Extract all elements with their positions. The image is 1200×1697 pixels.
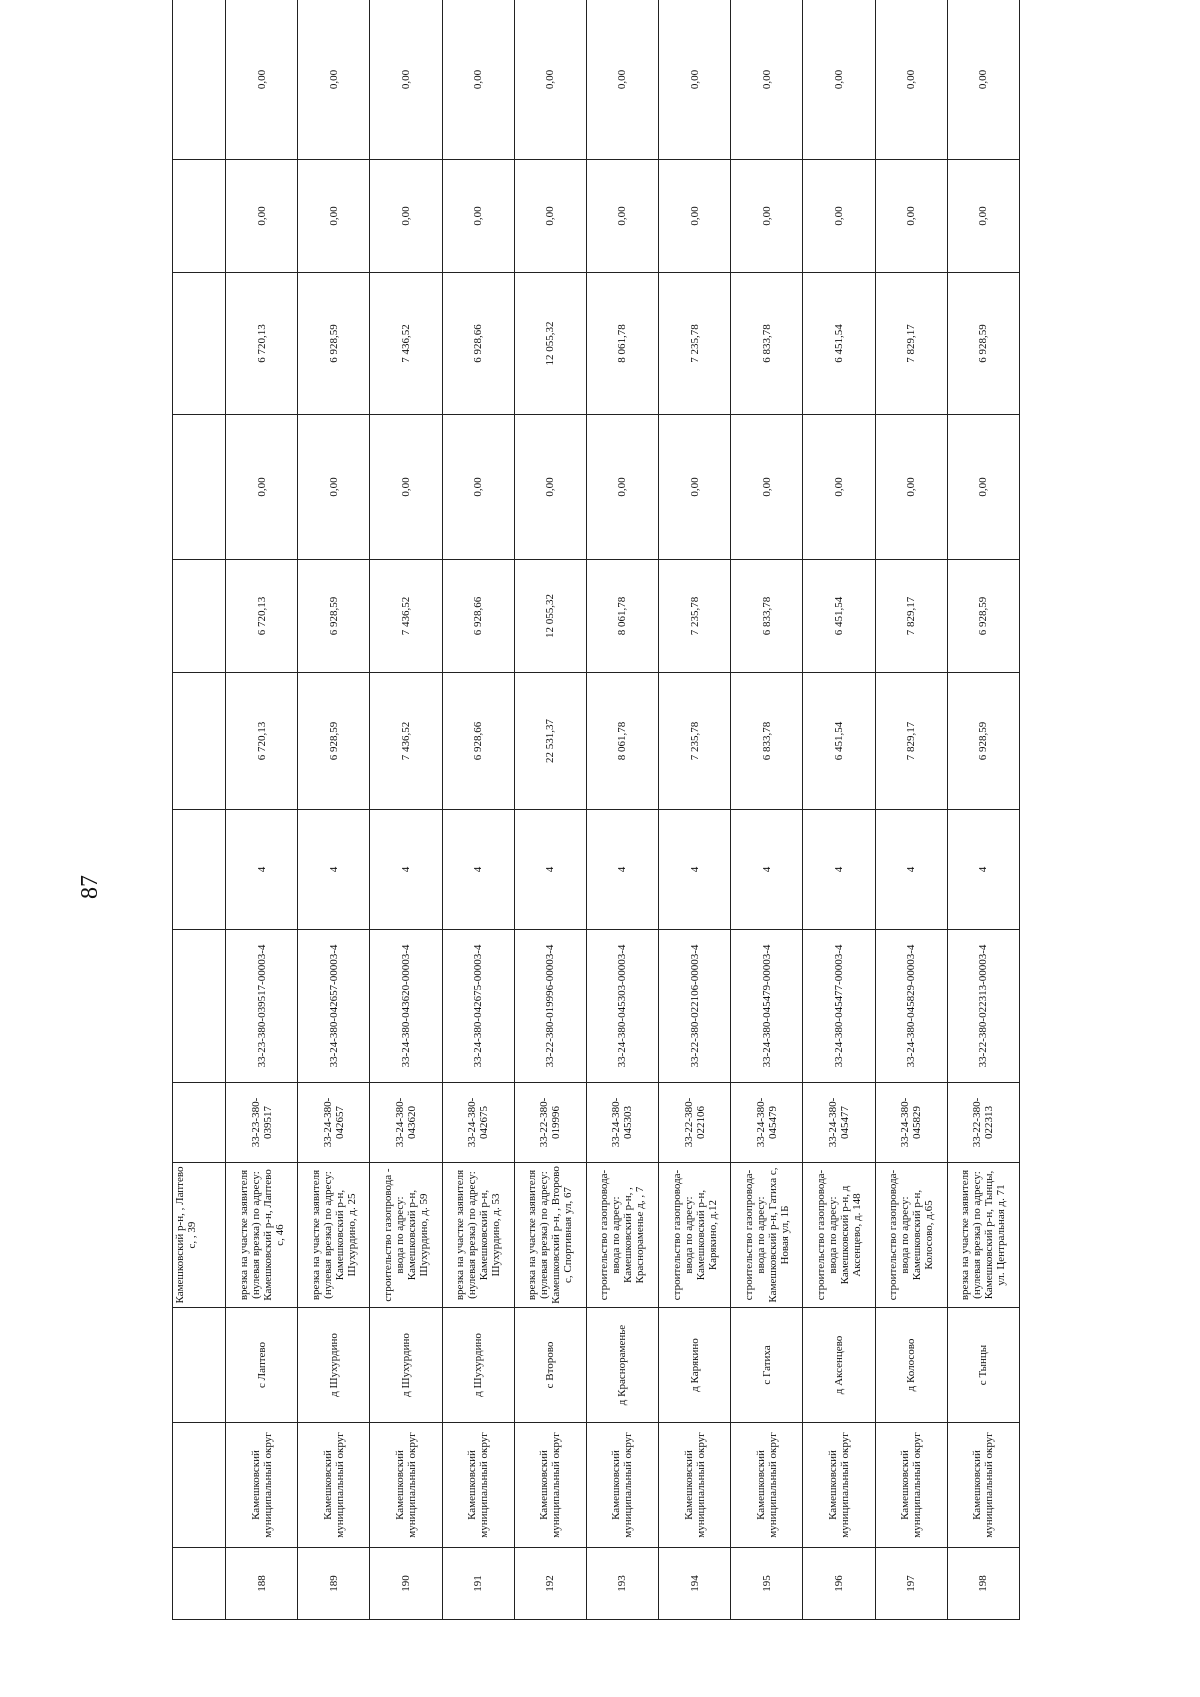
cell-cadastral-number: 33-24-380-045303 bbox=[586, 1083, 658, 1163]
cell-cadastral-number: 33-23-380-039517 bbox=[226, 1083, 298, 1163]
cell-amount-2: 7 235,78 bbox=[659, 560, 731, 673]
cell-amount-4: 6 451,54 bbox=[803, 273, 875, 415]
cell-category: 4 bbox=[226, 810, 298, 930]
cell-work-description: строительство газопровода-ввода по адресу: Камешковский р-н, д Аксенцево, д. 148 bbox=[803, 1163, 875, 1308]
cell-amount-1: 7 235,78 bbox=[659, 673, 731, 810]
cell-work-description: строительство газопровода-ввода по адресу: Камешковский р-н, , Краснораменье д, , 7 bbox=[586, 1163, 658, 1308]
cell-amount-3: 0,00 bbox=[731, 415, 803, 560]
cell-amount-2: 6 928,59 bbox=[947, 560, 1019, 673]
cell-category: 4 bbox=[659, 810, 731, 930]
table-row bbox=[731, 0, 803, 1620]
cell-amount-4: 8 061,78 bbox=[586, 273, 658, 415]
cell-amount-2: 6 451,54 bbox=[803, 560, 875, 673]
table-row bbox=[875, 0, 947, 1620]
cell-locality: д Шухурдино bbox=[298, 1308, 370, 1423]
cell-category: 4 bbox=[442, 810, 514, 930]
cell-technical-conditions-number: 33-24-380-045477-00003-4 bbox=[803, 930, 875, 1083]
cell-amount-6: 0,00 bbox=[442, 0, 514, 160]
cell-category: 4 bbox=[803, 810, 875, 930]
cell-amount-4: 6 928,59 bbox=[298, 273, 370, 415]
cell-locality: с Гатиха bbox=[731, 1308, 803, 1423]
cell-blank bbox=[173, 1083, 226, 1163]
cell-amount-6: 0,00 bbox=[947, 0, 1019, 160]
cell-blank bbox=[173, 1423, 226, 1548]
table-row bbox=[370, 0, 442, 1620]
cell-amount-4: 6 720,13 bbox=[226, 273, 298, 415]
cell-amount-1: 6 833,78 bbox=[731, 673, 803, 810]
cell-cadastral-number: 33-22-380-022106 bbox=[659, 1083, 731, 1163]
cell-amount-6: 0,00 bbox=[514, 0, 586, 160]
cell-amount-5: 0,00 bbox=[659, 160, 731, 273]
cell-blank bbox=[173, 160, 226, 273]
cell-amount-1: 6 928,59 bbox=[298, 673, 370, 810]
cell-amount-3: 0,00 bbox=[298, 415, 370, 560]
cell-row-number: 195 bbox=[731, 1548, 803, 1620]
cell-category: 4 bbox=[298, 810, 370, 930]
cell-blank bbox=[173, 673, 226, 810]
table-row bbox=[659, 0, 731, 1620]
cell-amount-2: 8 061,78 bbox=[586, 560, 658, 673]
cell-amount-6: 0,00 bbox=[370, 0, 442, 160]
cell-amount-1: 7 829,17 bbox=[875, 673, 947, 810]
cell-work-description: строительство газопровода-ввода по адресу: Камешковский р-н, Гатиха с, Новая ул, 1Б bbox=[731, 1163, 803, 1308]
cell-row-number: 198 bbox=[947, 1548, 1019, 1620]
table-row bbox=[586, 0, 658, 1620]
cell-amount-3: 0,00 bbox=[803, 415, 875, 560]
cell-district: Камешковский муниципальный округ bbox=[514, 1423, 586, 1548]
cell-district: Камешковский муниципальный округ bbox=[442, 1423, 514, 1548]
cell-cadastral-number: 33-24-380-043620 bbox=[370, 1083, 442, 1163]
table-row bbox=[226, 0, 298, 1620]
cell-amount-2: 6 833,78 bbox=[731, 560, 803, 673]
cell-blank bbox=[173, 0, 226, 160]
cell-category: 4 bbox=[514, 810, 586, 930]
cell-blank bbox=[173, 415, 226, 560]
cell-amount-5: 0,00 bbox=[947, 160, 1019, 273]
cell-amount-3: 0,00 bbox=[514, 415, 586, 560]
cell-technical-conditions-number: 33-22-380-022313-00003-4 bbox=[947, 930, 1019, 1083]
cell-blank bbox=[173, 810, 226, 930]
cell-row-number: 189 bbox=[298, 1548, 370, 1620]
table-row bbox=[803, 0, 875, 1620]
cell-work-description: врезка на участке заявителя (нулевая врезка) по адресу: Камешковский р-н, Тынцы, ул. Центральная д. 71 bbox=[947, 1163, 1019, 1308]
cell-amount-6: 0,00 bbox=[586, 0, 658, 160]
cell-cadastral-number: 33-24-380-045477 bbox=[803, 1083, 875, 1163]
cell-amount-4: 7 829,17 bbox=[875, 273, 947, 415]
cell-amount-4: 12 055,32 bbox=[514, 273, 586, 415]
cell-category: 4 bbox=[586, 810, 658, 930]
cell-amount-4: 6 833,78 bbox=[731, 273, 803, 415]
cell-locality: д Краснораменье bbox=[586, 1308, 658, 1423]
cell-cadastral-number: 33-24-380-045479 bbox=[731, 1083, 803, 1163]
cell-work-description: строительство газопровода-ввода по адресу: Камешковский р-н, Карякино, д.12 bbox=[659, 1163, 731, 1308]
table-row bbox=[298, 0, 370, 1620]
cell-amount-6: 0,00 bbox=[803, 0, 875, 160]
cell-amount-3: 0,00 bbox=[947, 415, 1019, 560]
cell-cadastral-number: 33-22-380-022313 bbox=[947, 1083, 1019, 1163]
cell-row-number: 193 bbox=[586, 1548, 658, 1620]
cell-amount-6: 0,00 bbox=[731, 0, 803, 160]
cell-amount-5: 0,00 bbox=[875, 160, 947, 273]
page-number: 87 bbox=[77, 875, 103, 899]
cell-technical-conditions-number: 33-24-380-045303-00003-4 bbox=[586, 930, 658, 1083]
cell-cadastral-number: 33-24-380-045829 bbox=[875, 1083, 947, 1163]
cell-technical-conditions-number: 33-23-380-039517-00003-4 bbox=[226, 930, 298, 1083]
cell-amount-6: 0,00 bbox=[875, 0, 947, 160]
cell-amount-1: 6 451,54 bbox=[803, 673, 875, 810]
cell-locality: д Аксенцево bbox=[803, 1308, 875, 1423]
cell-row-number: 197 bbox=[875, 1548, 947, 1620]
cell-technical-conditions-number: 33-24-380-045479-00003-4 bbox=[731, 930, 803, 1083]
cell-amount-5: 0,00 bbox=[803, 160, 875, 273]
cell-row-number: 191 bbox=[442, 1548, 514, 1620]
cell-amount-5: 0,00 bbox=[731, 160, 803, 273]
cell-amount-6: 0,00 bbox=[659, 0, 731, 160]
cell-category: 4 bbox=[947, 810, 1019, 930]
cell-cadastral-number: 33-24-380-042675 bbox=[442, 1083, 514, 1163]
cell-amount-1: 7 436,52 bbox=[370, 673, 442, 810]
cell-amount-4: 6 928,66 bbox=[442, 273, 514, 415]
table-row-continued bbox=[173, 0, 226, 1620]
cell-amount-1: 8 061,78 bbox=[586, 673, 658, 810]
cell-work-description: врезка на участке заявителя (нулевая врезка) по адресу: Камешковский р-н, Шухурдино, д. 25 bbox=[298, 1163, 370, 1308]
cell-blank bbox=[173, 273, 226, 415]
cell-amount-6: 0,00 bbox=[226, 0, 298, 160]
cell-district: Камешковский муниципальный округ bbox=[659, 1423, 731, 1548]
cell-amount-5: 0,00 bbox=[226, 160, 298, 273]
cell-amount-4: 7 235,78 bbox=[659, 273, 731, 415]
cell-district: Камешковский муниципальный округ bbox=[586, 1423, 658, 1548]
cell-row-number: 194 bbox=[659, 1548, 731, 1620]
cell-amount-5: 0,00 bbox=[514, 160, 586, 273]
cell-amount-2: 6 928,66 bbox=[442, 560, 514, 673]
cell-locality: д Шухурдино bbox=[442, 1308, 514, 1423]
cell-work-description: строительство газопровода - ввода по адресу: Камешковский р-н, Шухурдино, д. 59 bbox=[370, 1163, 442, 1308]
cell-amount-1: 6 928,66 bbox=[442, 673, 514, 810]
cell-district: Камешковский муниципальный округ bbox=[947, 1423, 1019, 1548]
cell-blank bbox=[173, 1548, 226, 1620]
cell-category: 4 bbox=[731, 810, 803, 930]
cell-amount-3: 0,00 bbox=[875, 415, 947, 560]
table-row bbox=[947, 0, 1019, 1620]
cell-category: 4 bbox=[875, 810, 947, 930]
cell-district: Камешковский муниципальный округ bbox=[875, 1423, 947, 1548]
cell-locality: с Лаптево bbox=[226, 1308, 298, 1423]
cell-amount-2: 7 829,17 bbox=[875, 560, 947, 673]
cell-amount-4: 6 928,59 bbox=[947, 273, 1019, 415]
cell-row-number: 190 bbox=[370, 1548, 442, 1620]
cell-row-number: 192 bbox=[514, 1548, 586, 1620]
cell-locality: с Второво bbox=[514, 1308, 586, 1423]
data-table bbox=[172, 0, 1020, 1620]
cell-district: Камешковский муниципальный округ bbox=[298, 1423, 370, 1548]
cell-amount-2: 6 928,59 bbox=[298, 560, 370, 673]
cell-blank bbox=[173, 1308, 226, 1423]
cell-locality: д Шухурдино bbox=[370, 1308, 442, 1423]
cell-amount-3: 0,00 bbox=[442, 415, 514, 560]
table-row bbox=[514, 0, 586, 1620]
rotated-table-container bbox=[172, 69, 1020, 1620]
cell-technical-conditions-number: 33-24-380-042675-00003-4 bbox=[442, 930, 514, 1083]
cell-amount-5: 0,00 bbox=[370, 160, 442, 273]
cell-amount-2: 7 436,52 bbox=[370, 560, 442, 673]
cell-work-description: врезка на участке заявителя (нулевая врезка) по адресу: Камешковский р-н, Шухурдино, д. 53 bbox=[442, 1163, 514, 1308]
cell-amount-5: 0,00 bbox=[442, 160, 514, 273]
cell-district: Камешковский муниципальный округ bbox=[370, 1423, 442, 1548]
cell-cadastral-number: 33-24-380-042657 bbox=[298, 1083, 370, 1163]
cell-technical-conditions-number: 33-24-380-045829-00003-4 bbox=[875, 930, 947, 1083]
cell-work-description: врезка на участке заявителя (нулевая врезка) по адресу: Камешковский р-н, Лаптево с, 46 bbox=[226, 1163, 298, 1308]
cell-cadastral-number: 33-22-380-019996 bbox=[514, 1083, 586, 1163]
cell-locality: с Тынцы bbox=[947, 1308, 1019, 1423]
cell-amount-3: 0,00 bbox=[226, 415, 298, 560]
cell-technical-conditions-number: 33-24-380-043620-00003-4 bbox=[370, 930, 442, 1083]
cell-work-description: врезка на участке заявителя (нулевая врезка) по адресу: Камешковский р-н, , Второво с, Спортивная ул, 67 bbox=[514, 1163, 586, 1308]
cell-amount-3: 0,00 bbox=[659, 415, 731, 560]
cell-row-number: 196 bbox=[803, 1548, 875, 1620]
cell-amount-5: 0,00 bbox=[586, 160, 658, 273]
cell-locality: д Карякино bbox=[659, 1308, 731, 1423]
cell-amount-2: 6 720,13 bbox=[226, 560, 298, 673]
cell-amount-1: 6 720,13 bbox=[226, 673, 298, 810]
cell-district: Камешковский муниципальный округ bbox=[731, 1423, 803, 1548]
cell-technical-conditions-number: 33-22-380-019996-00003-4 bbox=[514, 930, 586, 1083]
cell-amount-3: 0,00 bbox=[586, 415, 658, 560]
cell-amount-6: 0,00 bbox=[298, 0, 370, 160]
cell-technical-conditions-number: 33-24-380-042657-00003-4 bbox=[298, 930, 370, 1083]
cell-work-continued: Камешковский р-н, , Лаптево с, , 39 bbox=[173, 1163, 226, 1308]
cell-technical-conditions-number: 33-22-380-022106-00003-4 bbox=[659, 930, 731, 1083]
cell-amount-1: 6 928,59 bbox=[947, 673, 1019, 810]
cell-amount-5: 0,00 bbox=[298, 160, 370, 273]
cell-locality: д Колосово bbox=[875, 1308, 947, 1423]
cell-district: Камешковский муниципальный округ bbox=[226, 1423, 298, 1548]
table-row bbox=[442, 0, 514, 1620]
cell-amount-1: 22 531,37 bbox=[514, 673, 586, 810]
cell-blank bbox=[173, 930, 226, 1083]
cell-row-number: 188 bbox=[226, 1548, 298, 1620]
cell-blank bbox=[173, 560, 226, 673]
cell-amount-3: 0,00 bbox=[370, 415, 442, 560]
cell-amount-2: 12 055,32 bbox=[514, 560, 586, 673]
cell-work-description: строительство газопровода-ввода по адресу: Камешковский р-н, Колосово, д.65 bbox=[875, 1163, 947, 1308]
cell-amount-4: 7 436,52 bbox=[370, 273, 442, 415]
cell-district: Камешковский муниципальный округ bbox=[803, 1423, 875, 1548]
cell-category: 4 bbox=[370, 810, 442, 930]
